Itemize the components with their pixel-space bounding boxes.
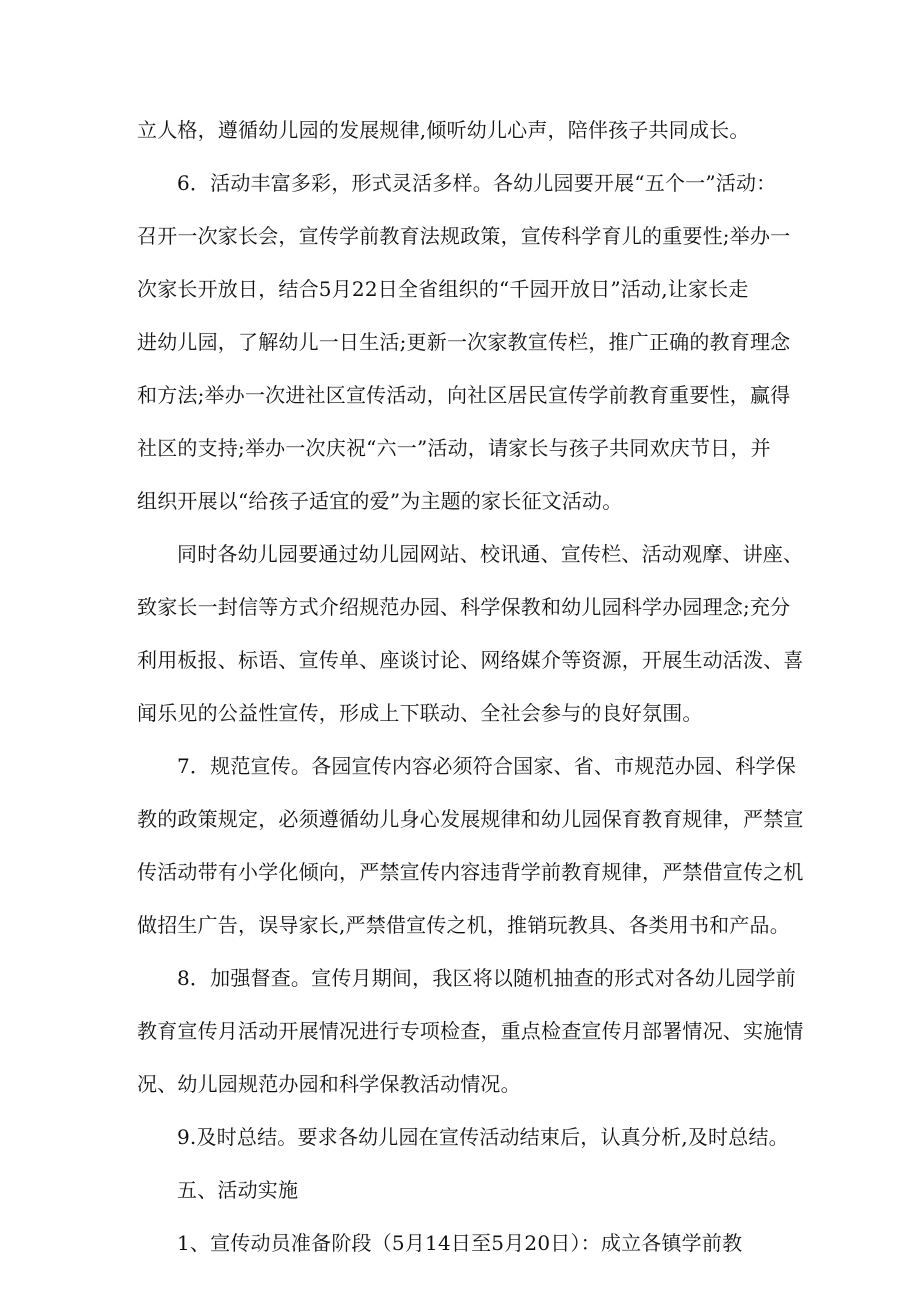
section-heading: 五、活动实施: [177, 1178, 299, 1202]
paragraph-line-6: 和方法;举办一次进社区宣传活动，向社区居民宣传学前教育重要性，赢得: [137, 383, 791, 407]
paragraph-line-9: 同时各幼儿园要通过幼儿园网站、校讯通、宣传栏、活动观摩、讲座、: [177, 542, 804, 566]
paragraph-line-17: 8．加强督查。宣传月期间，我区将以随机抽查的形式对各幼儿园学前: [177, 966, 796, 990]
paragraph-line-14: 教的政策规定，必须遵循幼儿身心发展规律和幼儿园保育教育规律，严禁宣: [137, 807, 804, 831]
paragraph-line-22: 1、宣传动员准备阶段（5月14日至5月20日）：成立各镇学前教: [177, 1231, 743, 1255]
paragraph-line-20: 9.及时总结。要求各幼儿园在宣传活动结束后，认真分析,及时总结。: [177, 1125, 789, 1149]
paragraph-line-16: 做招生广告，误导家长,严禁借宣传之机，推销玩教具、各类用书和产品。: [137, 913, 790, 937]
paragraph-line-19: 况、幼儿园规范办园和科学保教活动情况。: [137, 1072, 521, 1096]
paragraph-line-3: 召开一次家长会，宣传学前教育法规政策，宣传科学育儿的重要性;举办一: [137, 224, 791, 248]
paragraph-line-1: 立人格，遵循幼儿园的发展规律,倾听幼儿心声，陪伴孩子共同成长。: [137, 118, 750, 142]
paragraph-line-2: 6．活动丰富多彩，形式灵活多样。各幼儿园要开展“五个一”活动：: [177, 171, 777, 195]
paragraph-line-11: 利用板报、标语、宣传单、座谈讨论、网络媒介等资源，开展生动活泼、喜: [137, 648, 804, 672]
paragraph-line-15: 传活动带有小学化倾向，严禁宣传内容违背学前教育规律，严禁借宣传之机: [137, 860, 804, 884]
paragraph-line-10: 致家长一封信等方式介绍规范办园、科学保教和幼儿园科学办园理念;充分: [137, 595, 791, 619]
paragraph-line-13: 7．规范宣传。各园宣传内容必须符合国家、省、市规范办园、科学保: [177, 754, 796, 778]
paragraph-line-12: 闻乐见的公益性宣传，形成上下联动、全社会参与的良好氛围。: [137, 701, 703, 725]
paragraph-line-18: 教育宣传月活动开展情况进行专项检查，重点检查宣传月部署情况、实施情: [137, 1019, 804, 1043]
paragraph-line-4: 次家长开放日，结合5月22日全省组织的“千园开放日”活动,让家长走: [137, 277, 749, 301]
paragraph-line-5: 进幼儿园，了解幼儿一日生活;更新一次家教宣传栏，推广正确的教育理念: [137, 330, 791, 354]
paragraph-line-7: 社区的支持;举办一次庆祝“六一”活动，请家长与孩子共同欢庆节日，并: [137, 436, 771, 460]
paragraph-line-8: 组织开展以“给孩子适宜的爱”为主题的家长征文活动。: [137, 489, 623, 513]
